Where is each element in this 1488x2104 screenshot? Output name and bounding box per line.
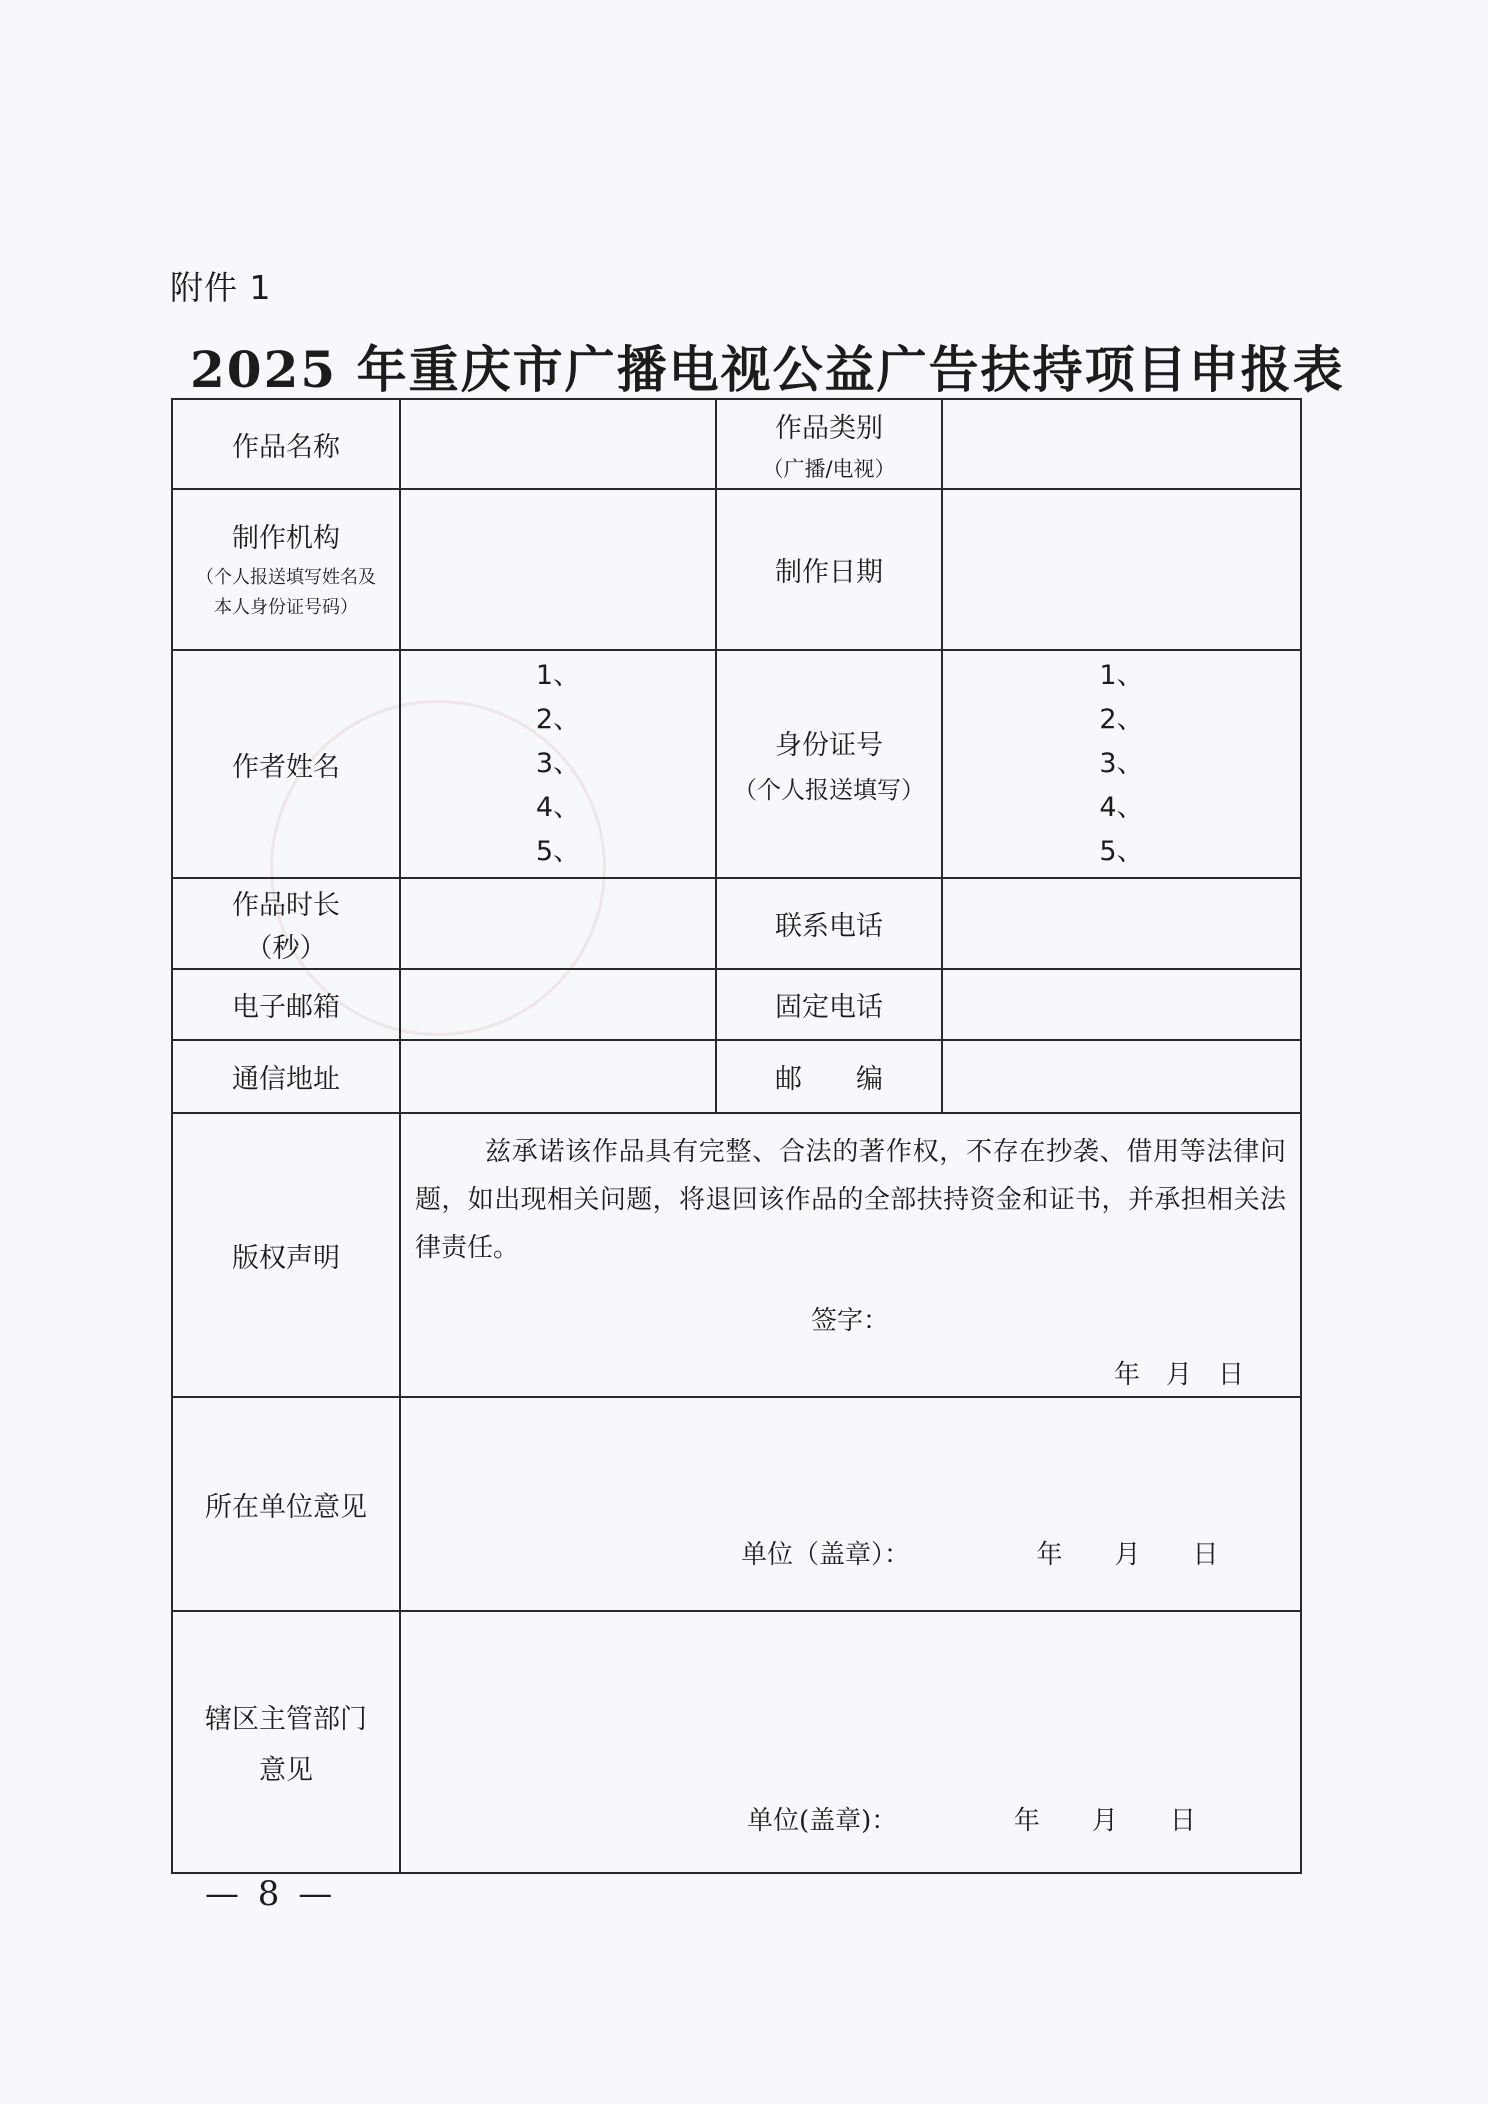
copyright-declaration-cell	[400, 1113, 1301, 1397]
work-type-field[interactable]	[942, 399, 1301, 489]
application-form-table	[171, 398, 1302, 1874]
producer-field[interactable]	[400, 489, 716, 650]
id-number-3: 3、	[1099, 748, 1144, 779]
author-label: 作者姓名	[232, 751, 340, 783]
postcode-field[interactable]	[942, 1040, 1301, 1113]
attachment-label: 附件 1	[170, 268, 272, 307]
page-number: — 8 —	[205, 1874, 337, 1914]
copyright-date: 年 月 日	[1113, 1360, 1244, 1390]
author-number-1: 1、	[535, 660, 581, 691]
copyright-text: 兹承诺该作品具有完整、合法的著作权，不存在抄袭、借用等法律问题，如出现相关问题，将退回该作品的全部扶持资金和证书，并承担相关法律责任。	[415, 1137, 1286, 1263]
email-field[interactable]	[400, 969, 716, 1040]
signature-label[interactable]: 签字：	[811, 1306, 890, 1336]
duration-sub-label: （秒）	[245, 932, 327, 964]
duration-label-cell	[172, 878, 400, 969]
document-title: 2025 年重庆市广播电视公益广告扶持项目申报表	[190, 340, 1345, 399]
id-number-5: 5、	[1099, 836, 1144, 867]
district-opinion-label-cell	[172, 1611, 400, 1873]
postcode-label: 邮 编	[775, 1064, 883, 1095]
work-type-label: 作品类别	[775, 412, 883, 444]
row-authors	[172, 650, 1301, 878]
unit-opinion-label: 所在单位意见	[205, 1491, 367, 1523]
address-field[interactable]	[400, 1040, 716, 1113]
row-email	[172, 969, 1301, 1040]
work-type-sub-label: （广播/电视）	[762, 456, 896, 481]
row-district-opinion	[172, 1611, 1301, 1873]
district-opinion-field[interactable]	[400, 1611, 1301, 1873]
address-label-cell	[172, 1040, 400, 1113]
work-name-field[interactable]	[400, 399, 716, 489]
district-stamp-label: 单位(盖章)：	[747, 1806, 898, 1836]
landline-field[interactable]	[942, 969, 1301, 1040]
author-number-4: 4、	[535, 792, 581, 823]
production-date-field[interactable]	[942, 489, 1301, 650]
email-label: 电子邮箱	[232, 992, 340, 1023]
duration-field[interactable]	[400, 878, 716, 969]
row-duration	[172, 878, 1301, 969]
producer-sub-label-1: （个人报送填写姓名及	[196, 567, 376, 588]
landline-label-cell	[716, 969, 942, 1040]
unit-stamp-label: 单位（盖章）：	[741, 1540, 911, 1570]
postcode-label-cell	[716, 1040, 942, 1113]
id-number-1: 1、	[1099, 660, 1144, 691]
district-stamp-line	[747, 1800, 1196, 1837]
row-address	[172, 1040, 1301, 1113]
work-name-label-cell	[172, 399, 400, 489]
production-date-label: 制作日期	[775, 557, 883, 588]
row-unit-opinion	[172, 1397, 1301, 1611]
work-type-label-cell	[716, 399, 942, 489]
author-number-5: 5、	[535, 836, 581, 867]
author-names-field[interactable]	[400, 650, 716, 878]
production-date-label-cell	[716, 489, 942, 650]
district-opinion-label-line-2: 意见	[259, 1755, 313, 1786]
email-label-cell	[172, 969, 400, 1040]
author-label-cell	[172, 650, 400, 878]
id-label-cell	[716, 650, 942, 878]
phone-field[interactable]	[942, 878, 1301, 969]
author-number-2: 2、	[535, 704, 581, 735]
producer-label-cell	[172, 489, 400, 650]
producer-label: 制作机构	[232, 523, 340, 554]
landline-label: 固定电话	[775, 992, 883, 1023]
work-name-label: 作品名称	[232, 431, 340, 463]
copyright-label-cell	[172, 1113, 400, 1397]
author-number-3: 3、	[535, 748, 581, 779]
phone-label: 联系电话	[775, 911, 883, 942]
unit-opinion-field[interactable]	[400, 1397, 1301, 1611]
address-label: 通信地址	[232, 1064, 340, 1095]
unit-opinion-label-cell	[172, 1397, 400, 1611]
phone-label-cell	[716, 878, 942, 969]
row-producer	[172, 489, 1301, 650]
district-opinion-label-line-1: 辖区主管部门	[205, 1704, 367, 1735]
row-copyright	[172, 1113, 1301, 1397]
producer-sub-label-2: 本人身份证号码）	[214, 597, 358, 618]
unit-date: 年 月 日	[1036, 1540, 1219, 1570]
duration-label: 作品时长	[232, 889, 340, 921]
copyright-label: 版权声明	[232, 1242, 340, 1274]
unit-stamp-line	[741, 1534, 1219, 1571]
id-number-4: 4、	[1099, 792, 1144, 823]
district-date: 年 月 日	[1013, 1806, 1196, 1836]
id-sub-label: （个人报送填写）	[733, 776, 925, 804]
id-number-2: 2、	[1099, 704, 1144, 735]
id-label: 身份证号	[775, 730, 883, 761]
row-work-name	[172, 399, 1301, 489]
id-numbers-field[interactable]	[942, 650, 1301, 878]
